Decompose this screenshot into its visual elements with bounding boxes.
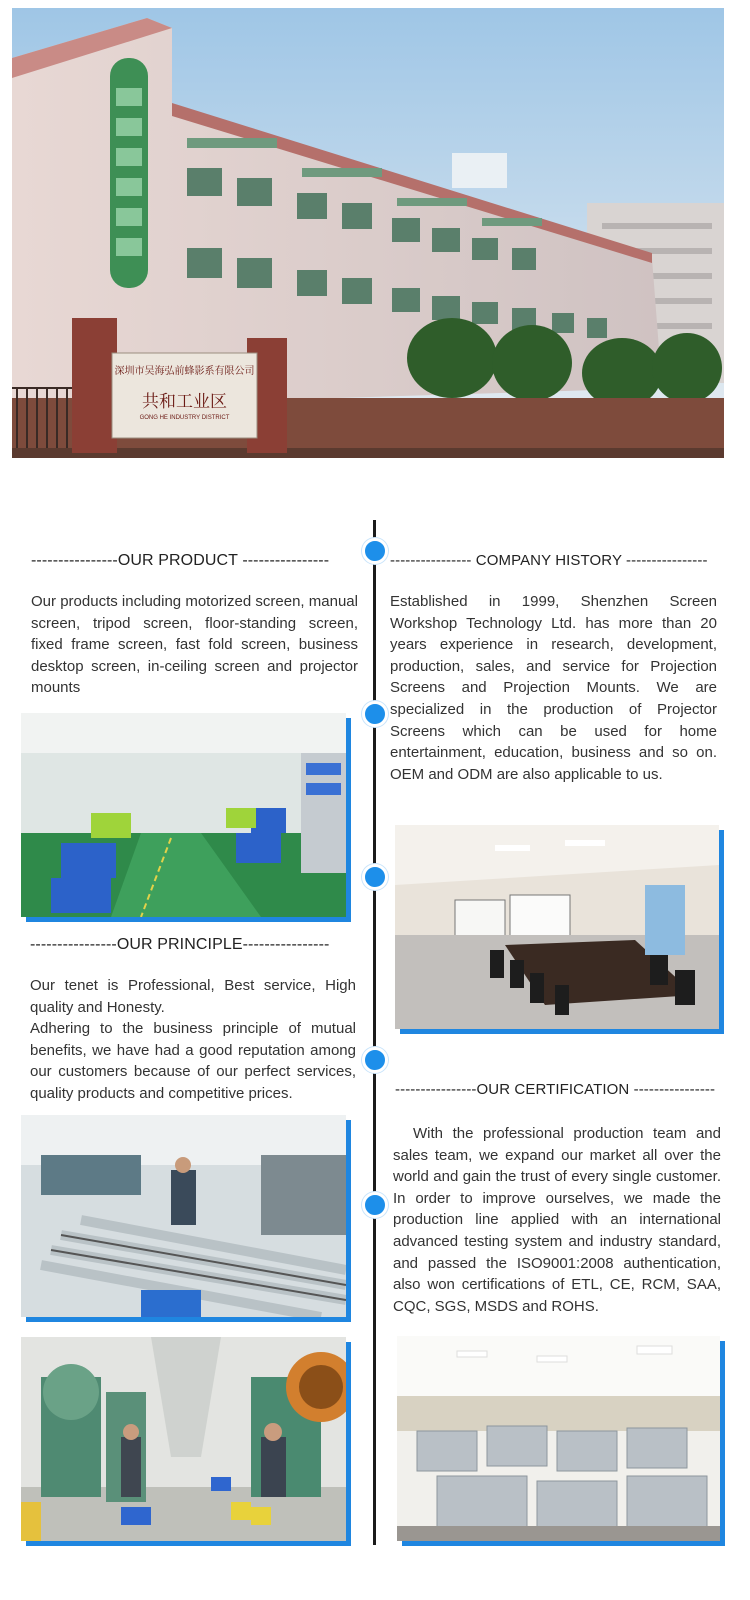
certification-heading: ----------------OUR CERTIFICATION ----------------: [395, 1081, 716, 1098]
factory-sign-company: 深圳市吴海弘前蜂影系有限公司: [114, 366, 255, 377]
principle-text-business: Adhering to the business principle of mutual benefits, we have had a good reputation among our customers because of our perfect services, quality products and competitive prices.: [30, 1020, 356, 1102]
timeline-dot: [362, 701, 388, 727]
meeting-room-photo: [395, 825, 719, 1029]
warehouse-photo: [21, 713, 346, 917]
office-photo: [397, 1336, 720, 1541]
certification-text: With the professional production team and sales team, we expand our market all over the world and gain the trust of every single customer. In order to improve ourselves, we made the production line applied with an international advanced testing system and industry standard, and passed the ISO9001:2008 authentication, also won certifications of ETL, CE, RCM, SAA, CQC, SGS, MSDS and ROHS.: [393, 1125, 721, 1315]
timeline-line: [373, 520, 376, 1545]
timeline-dot: [362, 1192, 388, 1218]
press-machine-photo: [21, 1337, 346, 1541]
product-heading: ----------------OUR PRODUCT ----------------: [31, 552, 330, 569]
product-text: Our products including motorized screen, manual screen, tripod screen, floor-standing screen, fixed frame screen, fast fold screen, business desktop screen, in-ceiling screen and projector mounts: [31, 593, 358, 697]
timeline-dot: [362, 538, 388, 564]
factory-sign-district-en: GONG HE INDUSTRY DISTRICT: [139, 415, 230, 421]
timeline-dot: [362, 864, 388, 890]
factory-sign-district: 共和工业区: [142, 392, 227, 412]
principle-text: [30, 975, 356, 1105]
history-heading: ---------------- COMPANY HISTORY ----------------: [390, 552, 708, 569]
principle-text-tenet: Our tenet is Professional, Best service, High quality and Honesty.: [30, 977, 356, 1016]
principle-heading: ----------------OUR PRINCIPLE----------------: [30, 936, 330, 953]
timeline-dot: [362, 1047, 388, 1073]
history-text: Established in 1999, Shenzhen Screen Workshop Technology Ltd. has more than 20 years experience in research, development, production, sales, and service for Projection Screens and Projection Mounts. We are specialized in the production of Projector Screens which can be used for home entertainment, education, business and so on. OEM and ODM are also applicable to us.: [390, 593, 717, 783]
production-line-photo: [21, 1115, 346, 1317]
factory-sign: [112, 362, 257, 421]
